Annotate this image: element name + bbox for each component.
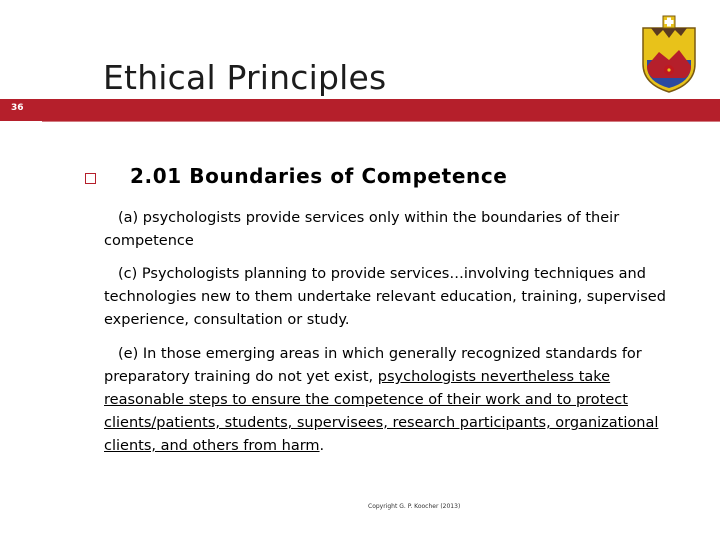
paragraph-e-intro: (e) In those emerging areas in which generally recognized standards for preparatory training do not yet exist, [104,346,642,385]
paragraph-a [104,207,674,253]
slide-number: 36 [11,103,24,113]
title-bar [0,99,720,121]
paragraph-e [104,343,674,458]
paragraph-a-text: (a) psychologists provide services only within the boundaries of their competence [104,210,620,249]
title-bar-underline [42,121,720,122]
paragraph-e-underlined: psychologists nevertheless take reasonable steps to ensure the competence of their work and to protect clients/patients, students, supervisees, research participants, organizational clients, and others from harm [104,369,659,454]
section-heading: 2.01 Boundaries of Competence [130,164,508,188]
paragraph-c-text: (c) Psychologists planning to provide services…involving techniques and technologies new to them undertake relevant education, training, supervised experience, consultation or study. [104,266,666,328]
bullet-square-icon [85,173,96,184]
crest-logo [637,14,701,94]
slide-title: Ethical Principles [103,58,387,97]
paragraph-c [104,263,674,332]
paragraph-e-end: . [319,438,325,454]
copyright-footer: Copyright G. P. Koocher (2013) [368,503,461,510]
